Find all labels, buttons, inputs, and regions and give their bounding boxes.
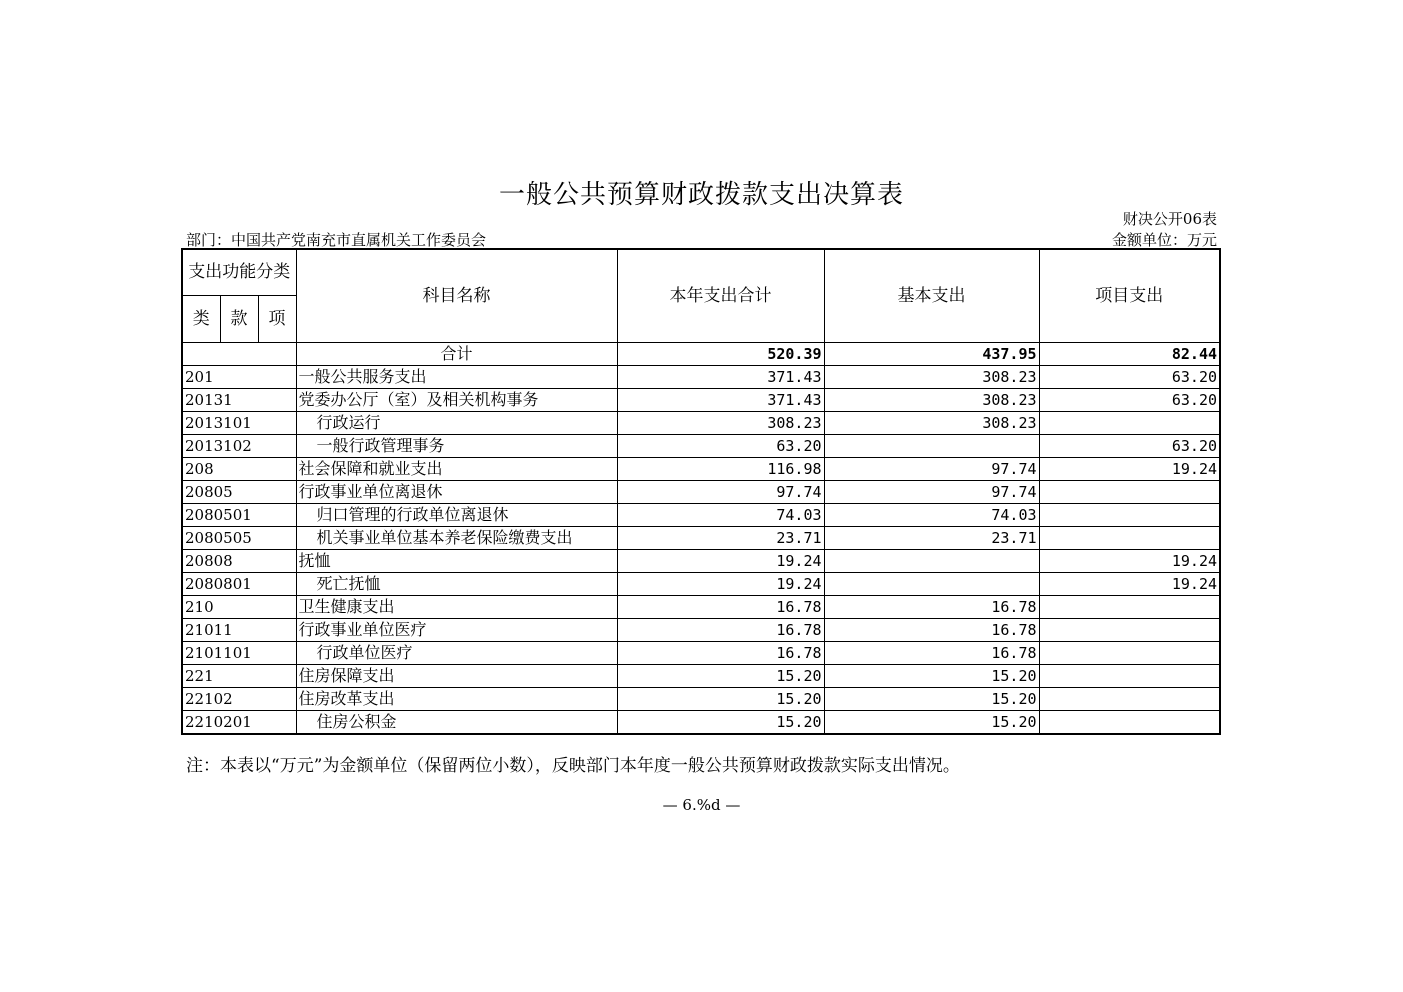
table-row (182, 710, 1220, 734)
row-name: 行政事业单位医疗 (296, 618, 617, 641)
header-kuan: 款 (220, 295, 258, 342)
header-xiang: 项 (258, 295, 296, 342)
row-basic: 308.23 (824, 365, 1039, 388)
expenditure-table (181, 248, 1221, 735)
row-basic (824, 434, 1039, 457)
row-name: 一般公共服务支出 (296, 365, 617, 388)
row-total: 116.98 (617, 457, 824, 480)
row-code: 22102 (182, 687, 296, 710)
row-name: 住房公积金 (296, 710, 617, 734)
header-project: 项目支出 (1039, 249, 1220, 342)
form-number: 财决公开06表 (1122, 210, 1217, 228)
row-name: 住房改革支出 (296, 687, 617, 710)
row-basic: 15.20 (824, 664, 1039, 687)
department-label: 部门：中国共产党南充市直属机关工作委员会 (186, 231, 487, 249)
row-code: 2101101 (182, 641, 296, 664)
page-number: — 6.%d — (662, 796, 741, 814)
row-name: 归口管理的行政单位离退休 (296, 503, 617, 526)
row-total: 23.71 (617, 526, 824, 549)
table-row (182, 457, 1220, 480)
row-name: 行政事业单位离退休 (296, 480, 617, 503)
row-basic (824, 549, 1039, 572)
row-code: 20805 (182, 480, 296, 503)
row-total: 371.43 (617, 388, 824, 411)
row-basic: 15.20 (824, 710, 1039, 734)
row-name: 行政运行 (296, 411, 617, 434)
row-basic: 97.74 (824, 457, 1039, 480)
row-project (1039, 526, 1220, 549)
table-row (182, 549, 1220, 572)
header-lei: 类 (182, 295, 220, 342)
row-project: 63.20 (1039, 434, 1220, 457)
row-project: 63.20 (1039, 365, 1220, 388)
row-total: 15.20 (617, 710, 824, 734)
row-code: 210 (182, 595, 296, 618)
page-title: 一般公共预算财政拨款支出决算表 (498, 180, 904, 210)
row-code: 201 (182, 365, 296, 388)
row-basic: 15.20 (824, 687, 1039, 710)
row-code: 2013102 (182, 434, 296, 457)
table-row (182, 572, 1220, 595)
table-row (182, 434, 1220, 457)
row-total: 19.24 (617, 572, 824, 595)
table-row (182, 365, 1220, 388)
row-name: 社会保障和就业支出 (296, 457, 617, 480)
row-code: 2080501 (182, 503, 296, 526)
row-name: 卫生健康支出 (296, 595, 617, 618)
row-basic: 23.71 (824, 526, 1039, 549)
row-basic: 97.74 (824, 480, 1039, 503)
table-row (182, 595, 1220, 618)
header-subject: 科目名称 (296, 249, 617, 342)
row-project: 19.24 (1039, 457, 1220, 480)
row-name: 死亡抚恤 (296, 572, 617, 595)
row-project (1039, 595, 1220, 618)
row-basic: 308.23 (824, 388, 1039, 411)
row-total: 16.78 (617, 641, 824, 664)
row-project (1039, 687, 1220, 710)
table-row (182, 641, 1220, 664)
row-total: 97.74 (617, 480, 824, 503)
row-total: 16.78 (617, 618, 824, 641)
row-code: 208 (182, 457, 296, 480)
row-name: 一般行政管理事务 (296, 434, 617, 457)
row-basic: 74.03 (824, 503, 1039, 526)
row-total: 16.78 (617, 595, 824, 618)
row-project (1039, 710, 1220, 734)
row-project: 63.20 (1039, 388, 1220, 411)
table-row (182, 411, 1220, 434)
row-basic: 16.78 (824, 641, 1039, 664)
row-name: 行政单位医疗 (296, 641, 617, 664)
row-name: 抚恤 (296, 549, 617, 572)
total-label: 合计 (296, 342, 617, 365)
table-row (182, 664, 1220, 687)
table-row (182, 526, 1220, 549)
row-project (1039, 641, 1220, 664)
footnote: 注：本表以“万元”为金额单位（保留两位小数），反映部门本年度一般公共预算财政拨款实际支出情况。 (186, 756, 960, 776)
row-total: 371.43 (617, 365, 824, 388)
table-row (182, 687, 1220, 710)
row-total: 19.24 (617, 549, 824, 572)
header-basic: 基本支出 (824, 249, 1039, 342)
row-code: 2080801 (182, 572, 296, 595)
row-project: 19.24 (1039, 549, 1220, 572)
row-total: 74.03 (617, 503, 824, 526)
row-code: 20131 (182, 388, 296, 411)
total-project: 82.44 (1039, 342, 1220, 365)
row-total: 308.23 (617, 411, 824, 434)
row-name: 住房保障支出 (296, 664, 617, 687)
row-code: 2013101 (182, 411, 296, 434)
row-basic: 16.78 (824, 618, 1039, 641)
row-project: 19.24 (1039, 572, 1220, 595)
total-row (182, 342, 1220, 365)
row-code: 221 (182, 664, 296, 687)
row-project (1039, 664, 1220, 687)
row-total: 15.20 (617, 687, 824, 710)
row-project (1039, 411, 1220, 434)
header-func-class: 支出功能分类 (182, 249, 296, 295)
row-code: 20808 (182, 549, 296, 572)
table-row (182, 618, 1220, 641)
row-name: 党委办公厅（室）及相关机构事务 (296, 388, 617, 411)
row-total: 63.20 (617, 434, 824, 457)
row-code: 2080505 (182, 526, 296, 549)
row-code: 21011 (182, 618, 296, 641)
row-project (1039, 480, 1220, 503)
row-project (1039, 503, 1220, 526)
row-name: 机关事业单位基本养老保险缴费支出 (296, 526, 617, 549)
table-row (182, 480, 1220, 503)
row-project (1039, 618, 1220, 641)
table-row (182, 503, 1220, 526)
table-row (182, 388, 1220, 411)
row-basic: 16.78 (824, 595, 1039, 618)
total-total: 520.39 (617, 342, 824, 365)
row-code: 2210201 (182, 710, 296, 734)
row-basic (824, 572, 1039, 595)
row-total: 15.20 (617, 664, 824, 687)
header-total: 本年支出合计 (617, 249, 824, 342)
row-basic: 308.23 (824, 411, 1039, 434)
total-basic: 437.95 (824, 342, 1039, 365)
unit-label: 金额单位：万元 (1111, 231, 1217, 249)
